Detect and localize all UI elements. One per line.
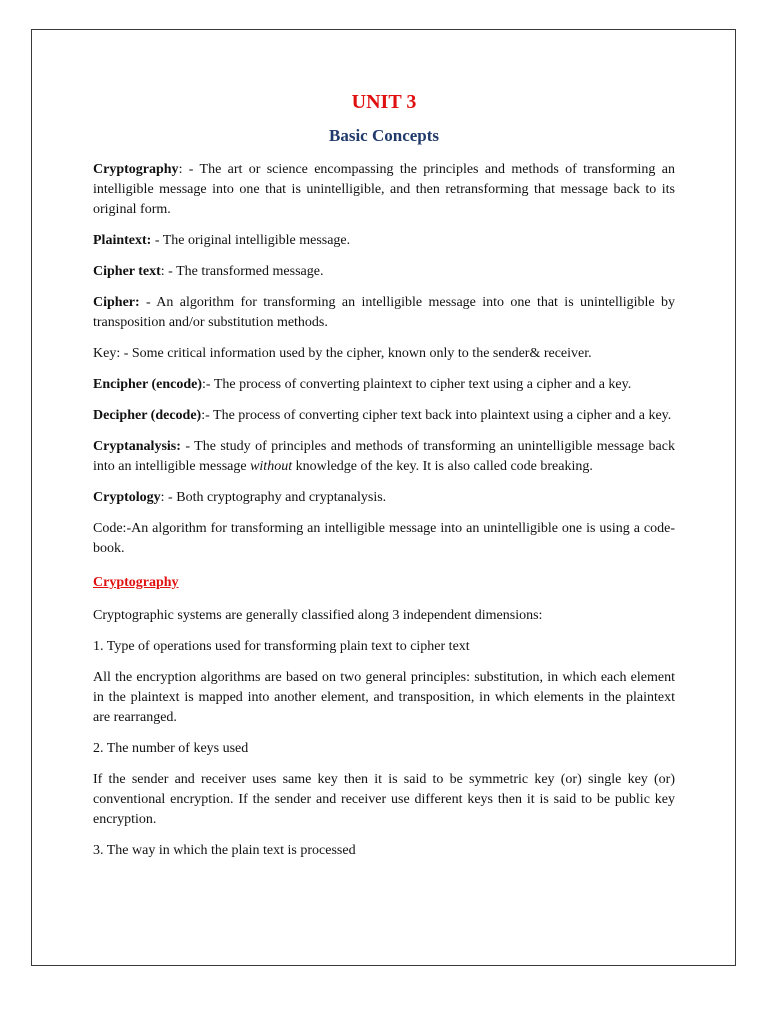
definition-cryptology	[93, 488, 675, 508]
term: Encipher (encode)	[93, 377, 203, 392]
definition-cryptanalysis	[93, 437, 675, 477]
term-separator: -	[151, 233, 163, 248]
definition-key	[93, 344, 675, 364]
numbered-item: 2. The number of keys used	[93, 741, 249, 756]
paragraph: If the sender and receiver uses same key then it is said to be symmetric key (or) single key (or) conventional encryption. If the sender and receiver use different keys then it is said to be public key encryption.	[93, 772, 675, 827]
definition-text: The art or science encompassing the principles and methods of transforming an intelligible message into one that is unintelligible, and then retransforming that message back to its original form.	[93, 162, 675, 217]
term-separator: -	[180, 439, 195, 454]
definition-decipher	[93, 406, 675, 426]
definition-text: An algorithm for transforming an intelligible message into one that is unintelligible by transposition and/or substitution methods.	[93, 295, 676, 330]
term: Cipher text	[93, 264, 161, 279]
term-separator: :-	[202, 377, 214, 392]
term: Cryptology	[93, 490, 161, 505]
definition-code	[93, 519, 675, 559]
definition-text: The transformed message.	[176, 264, 324, 279]
definition-text: The original intelligible message.	[162, 233, 351, 248]
term: Plaintext:	[93, 233, 152, 248]
definition-text: knowledge of the key. It is also called code breaking.	[292, 459, 593, 474]
definition-cryptography	[93, 160, 675, 220]
definition-text: Both cryptography and cryptanalysis.	[176, 490, 387, 505]
term-separator: -	[139, 295, 157, 310]
term: Cryptography	[93, 162, 179, 177]
definition-text: The study of principles and methods of transforming an unintelligible message back into an intelligible message	[93, 439, 675, 474]
section-heading: Cryptography	[93, 575, 179, 590]
document-body	[93, 84, 675, 861]
term: Cipher:	[93, 295, 140, 310]
definition-cipher	[93, 293, 675, 333]
term: Decipher (decode)	[93, 408, 202, 423]
term-separator: : -	[160, 490, 177, 505]
definition-text: The process of converting cipher text back into plaintext using a cipher and a key.	[213, 408, 672, 423]
definition-plaintext	[93, 231, 675, 251]
emphasis-text: without	[250, 459, 293, 474]
paragraph: Cryptographic systems are generally classified along 3 independent dimensions:	[93, 608, 543, 623]
term-separator: :-	[201, 408, 214, 423]
numbered-item: 3. The way in which the plain text is processed	[93, 843, 356, 858]
term-separator: : -	[160, 264, 177, 279]
numbered-item: 1. Type of operations used for transforming plain text to cipher text	[93, 639, 470, 654]
section-subtitle: Basic Concepts	[328, 126, 440, 145]
definition-cipher-text	[93, 262, 675, 282]
term-separator: : -	[178, 162, 200, 177]
definition-text: The process of converting plaintext to cipher text using a cipher and a key.	[213, 377, 632, 392]
unit-title: UNIT 3	[351, 91, 417, 113]
term: Cryptanalysis:	[93, 439, 181, 454]
definition-text: Code:-An algorithm for transforming an intelligible message into an unintelligible one is using a code-book.	[93, 521, 675, 556]
definition-text: Key: - Some critical information used by the cipher, known only to the sender& receiver.	[93, 346, 592, 361]
paragraph: All the encryption algorithms are based on two general principles: substitution, in which each element in the plaintext is mapped into another element, and transposition, in which elements in the plaintext are rearranged.	[93, 670, 675, 725]
definition-encipher	[93, 375, 675, 395]
